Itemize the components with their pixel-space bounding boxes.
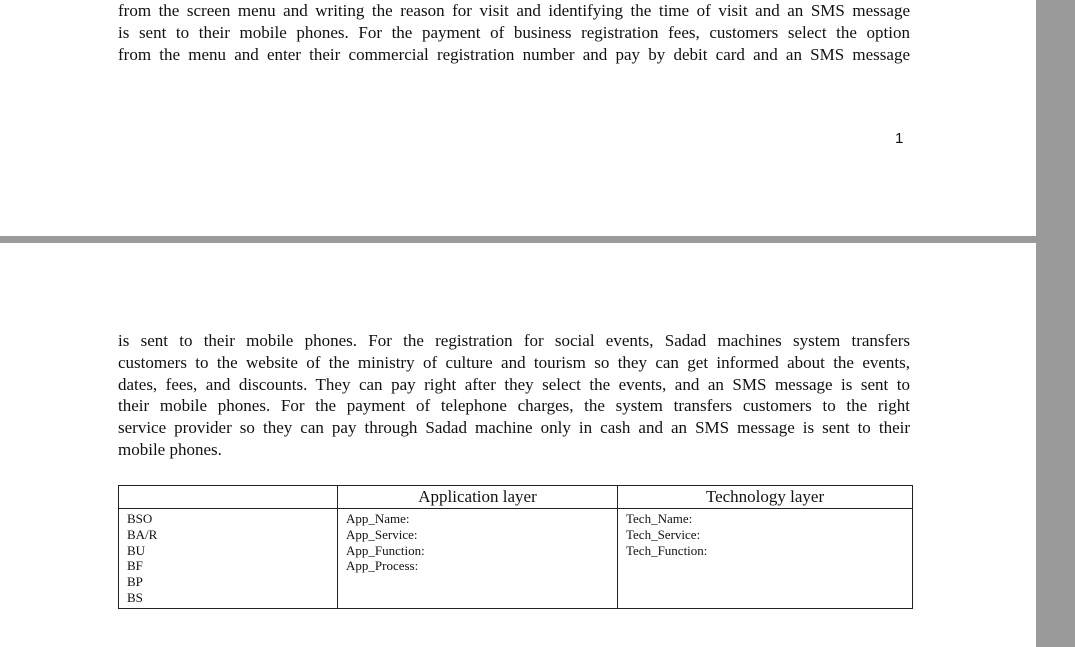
table-header-empty xyxy=(119,486,338,509)
technology-item: Tech_Name: xyxy=(626,511,693,526)
technology-cell xyxy=(618,509,913,609)
business-item: BF xyxy=(127,558,143,574)
text-line: from the menu and enter their commercial registration number and pay by debit card and an SMS message xyxy=(118,44,910,64)
application-item: App_Function: xyxy=(346,542,425,558)
application-cell xyxy=(338,509,618,609)
application-item: App_Process: xyxy=(346,558,419,574)
technology-item: Tech_Service: xyxy=(626,526,701,542)
table-header-row xyxy=(119,486,913,509)
text-line: customers to the website of the ministry of culture and tourism so they can get informed about the events, xyxy=(118,352,910,372)
layers-table xyxy=(118,485,913,609)
text-line: their mobile phones. For the payment of telephone charges, the system transfers customers to the right xyxy=(118,396,910,416)
technology-item: Tech_Function: xyxy=(626,542,708,558)
text-line: from the screen menu and writing the reason for visit and identifying the time of visit and an SMS message xyxy=(118,1,910,20)
business-cell xyxy=(119,509,338,609)
page-number: 1 xyxy=(895,130,904,147)
table-header-application: Application layer xyxy=(338,486,618,509)
text-line: is sent to their mobile phones. For the registration for social events, Sadad machines system transfers xyxy=(118,331,910,350)
vertical-scrollbar[interactable] xyxy=(1036,0,1075,647)
body-paragraph-bottom xyxy=(118,330,910,461)
table-header-technology: Technology layer xyxy=(618,486,913,509)
document-page-1 xyxy=(0,0,1036,236)
business-item: BP xyxy=(127,574,143,590)
text-line: mobile phones. xyxy=(118,439,222,459)
application-item: App_Service: xyxy=(346,526,418,542)
business-item: BS xyxy=(127,589,143,605)
text-line: dates, fees, and discounts. They can pay right after they select the events, and an SMS message is sent to xyxy=(118,374,910,394)
business-item: BSO xyxy=(127,511,153,526)
text-line: service provider so they can pay through Sadad machine only in cash and an SMS message is sent to their xyxy=(118,418,910,438)
table-row xyxy=(119,509,913,609)
business-item: BA/R xyxy=(127,526,158,542)
page-separator xyxy=(0,236,1036,243)
body-paragraph-top xyxy=(118,0,910,65)
application-item: App_Name: xyxy=(346,511,410,526)
text-line: is sent to their mobile phones. For the payment of business registration fees, customers select the option xyxy=(118,22,910,42)
business-item: BU xyxy=(127,542,146,558)
